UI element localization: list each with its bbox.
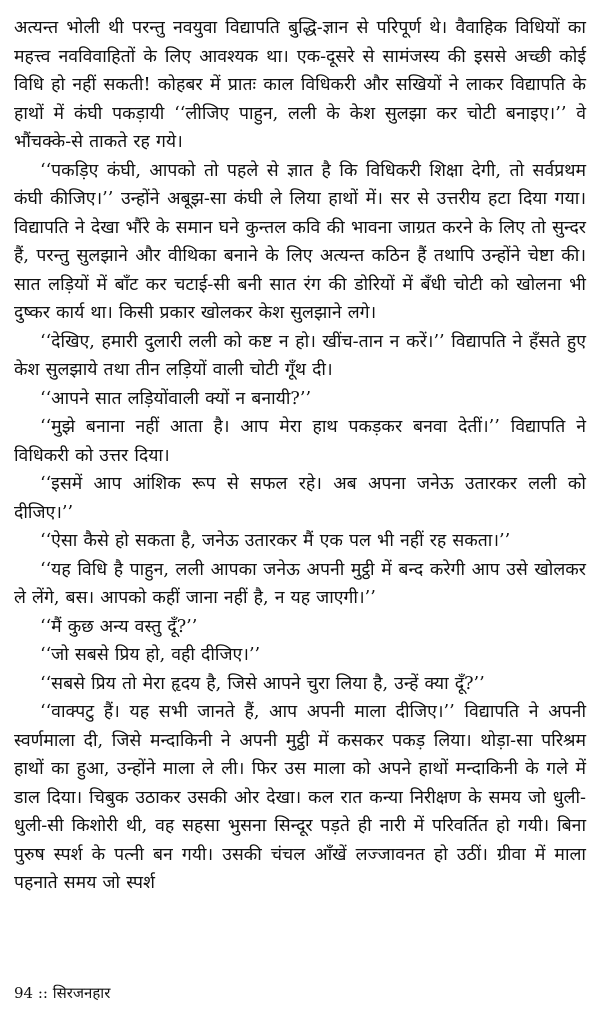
paragraph-6: ‘‘इसमें आप आंशिक रूप से सफल रहे। अब अपना जनेऊ उतारकर लली को दीजिए।’’ <box>14 474 586 523</box>
paragraph-1: अत्यन्त भोली थी परन्तु नवयुवा विद्यापति बुद्धि-ज्ञान से परिपूर्ण थे। वैवाहिक विधियों का महत्त्व नवविवाहितों के लिए आवश्यक था। एक-दूसरे से सामंजस्य की इससे अच्छी कोई विधि हो नहीं सकती! कोहबर में प्रातः काल विधिकरी और सखियों ने लाकर विद्यापति के हाथों में कंघी पकड़ायी ‘‘लीजिए पाहुन, लली के केश सुलझा कर चोटी बनाइए।’’ वे भौंचक्के-से ताकते रह गये। <box>14 18 586 152</box>
page-footer: 94 :: सिरजनहार <box>14 984 111 1002</box>
paragraph-9: ‘‘मैं कुछ अन्य वस्तु दूँ?’’ <box>40 616 198 637</box>
paragraph-12: ‘‘वाक्पटु हैं। यह सभी जानते हैं, आप अपनी माला दीजिए।’’ विद्यापति ने अपनी स्वर्णमाला दी, जिसे मन्दाकिनी ने अपनी मुट्ठी में कसकर पकड़ लिया। थोड़ा-सा परिश्रम हाथों का हुआ, उन्होंने माला ले ली। फिर उस माला को अपने हाथों मन्दाकिनी के गले में डाल दिया। चिबुक उठाकर उसकी ओर देखा। कल रात कन्या निरीक्षण के समय जो धुली-धुली-सी किशोरी थी, वह सहसा भुसना सिन्दूर पड़ते ही नारी में परिवर्तित हो गयी। बिना पुरुष स्पर्श के पत्नी बन गयी। उसकी चंचल आँखें लज्जावनत हो उठीं। ग्रीवा में माला पहनाते समय जो स्पर्श <box>14 702 586 893</box>
paragraph-10: ‘‘जो सबसे प्रिय हो, वही दीजिए।’’ <box>40 645 261 665</box>
paragraph-11: ‘‘सबसे प्रिय तो मेरा हृदय है, जिसे आपने चुरा लिया है, उन्हें क्या दूँ?’’ <box>40 673 485 694</box>
paragraph-7: ‘‘ऐसा कैसे हो सकता है, जनेऊ उतारकर मैं एक पल भी नहीं रह सकता।’’ <box>40 531 511 551</box>
paragraph-4: ‘‘आपने सात लड़ियोंवाली क्यों न बनायी?’’ <box>40 388 312 409</box>
paragraph-5: ‘‘मुझे बनाना नहीं आता है। आप मेरा हाथ पकड़कर बनवा देतीं।’’ विद्यापति ने विधिकरी को उत्तर दिया। <box>14 417 586 466</box>
paragraph-8: ‘‘यह विधि है पाहुन, लली आपका जनेऊ अपनी मुट्ठी में बन्द करेगी आप उसे खोलकर ले लेंगे, बस। आपको कहीं जाना नहीं है, न यह जाएगी।’’ <box>14 559 586 608</box>
paragraph-2: ‘‘पकड़िए कंघी, आपको तो पहले से ज्ञात है कि विधिकरी शिक्षा देगी, तो सर्वप्रथम कंघी कीजिए।’’ उन्होंने अबूझ-सा कंघी ले लिया हाथों में। सर से उत्तरीय हटा दिया गया। विद्यापति ने देखा भौंरे के समान घने कुन्तल कवि की भावना जाग्रत करने के लिए तो सुन्दर हैं, परन्तु सुलझाने और वीथिका बनाने के लिए अत्यन्त कठिन हैं तथापि उन्होंने चेष्टा की। सात लड़ियों में बाँट कर चटाई-सी बनी सात रंग की डोरियों में बँधी चोटी को खोलना भी दुष्कर कार्य था। किसी प्रकार खोलकर केश सुलझाने लगे। <box>14 160 586 323</box>
paragraph-3: ‘‘देखिए, हमारी दुलारी लली को कष्ट न हो। खींच-तान न करें।’’ विद्यापति ने हँसते हुए केश सुलझाये तथा तीन लड़ियों वाली चोटी गूँथ दी। <box>14 331 586 380</box>
page-body <box>14 14 586 898</box>
